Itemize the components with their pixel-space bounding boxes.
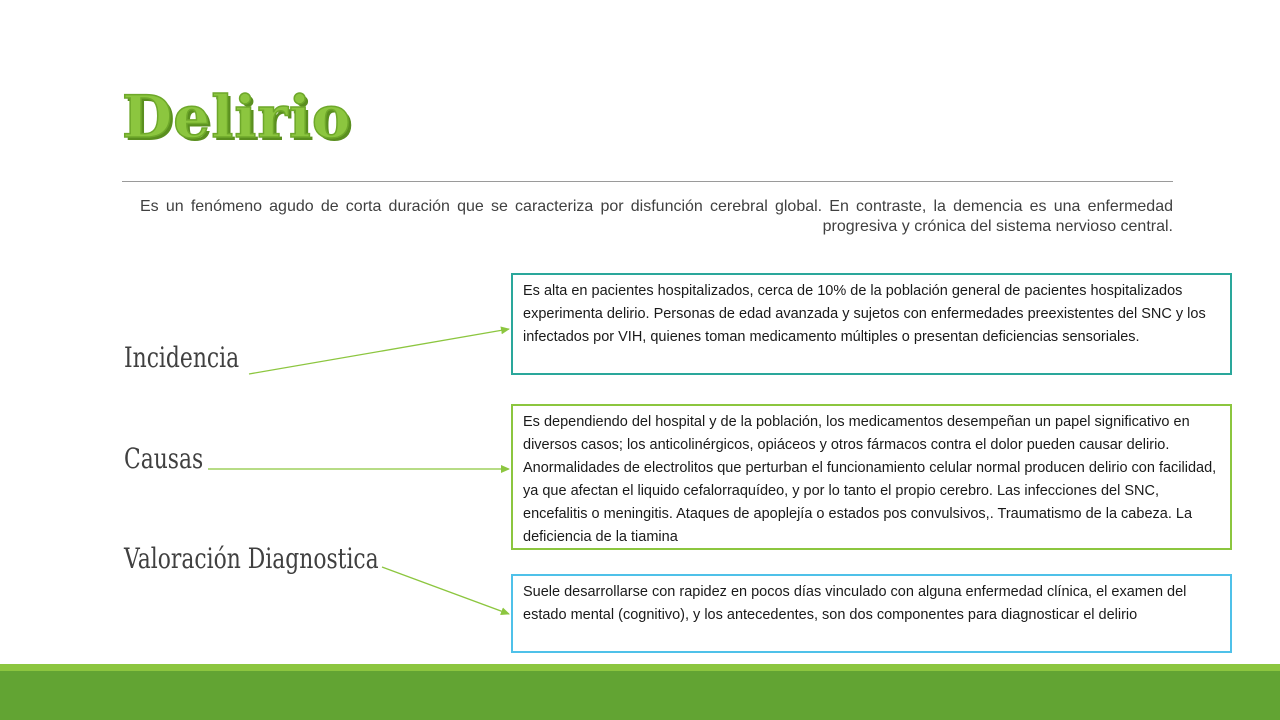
causas-textbox: Es dependiendo del hospital y de la población, los medicamentos desempeñan un papel significativo en diversos casos; los anticolinérgicos, opiáceos y otros fármacos contra el dolor pueden causar delirio. Anormalidades de electrolitos que perturban el funcionamiento celular normal producen delirio con facilidad, ya que afectan el liquido cefalorraquídeo, y por lo tanto el propio cerebro. Las infecciones del SNC, encefalitis o meningitis. Ataques de apoplejía o estados pos convulsivos,. Traumatismo de la cabeza. La deficiencia de la tiamina (511, 404, 1232, 550)
intro-paragraph: Es un fenómeno agudo de corta duración que se caracteriza por disfunción cerebral global. En contraste, la demencia es una enfermedad progresiva y crónica del sistema nervioso central. (140, 198, 1173, 235)
valoracion-textbox: Suele desarrollarse con rapidez en pocos días vinculado con alguna enfermedad clínica, el examen del estado mental (cognitivo), y los antecedentes, son dos componentes para diagnosticar el delirio (511, 574, 1232, 653)
label-incidencia: Incidencia (124, 341, 240, 374)
arrow-valoracion (382, 567, 509, 614)
title-divider (122, 181, 1173, 182)
incidencia-textbox: Es alta en pacientes hospitalizados, cerca de 10% de la población general de pacientes hospitalizados experimenta delirio. Personas de edad avanzada y sujetos con enfermedades preexistentes del SNC y los infectados por VIH, quienes toman medicamento múltiples o presentan deficiencias sensoriales. (511, 273, 1232, 375)
label-causas: Causas (124, 442, 204, 475)
slide-title: Delirio (122, 83, 352, 151)
arrow-incidencia (249, 329, 509, 374)
label-valoracion-diagnostica: Valoración Diagnostica (124, 542, 379, 575)
footer-band (0, 664, 1280, 720)
